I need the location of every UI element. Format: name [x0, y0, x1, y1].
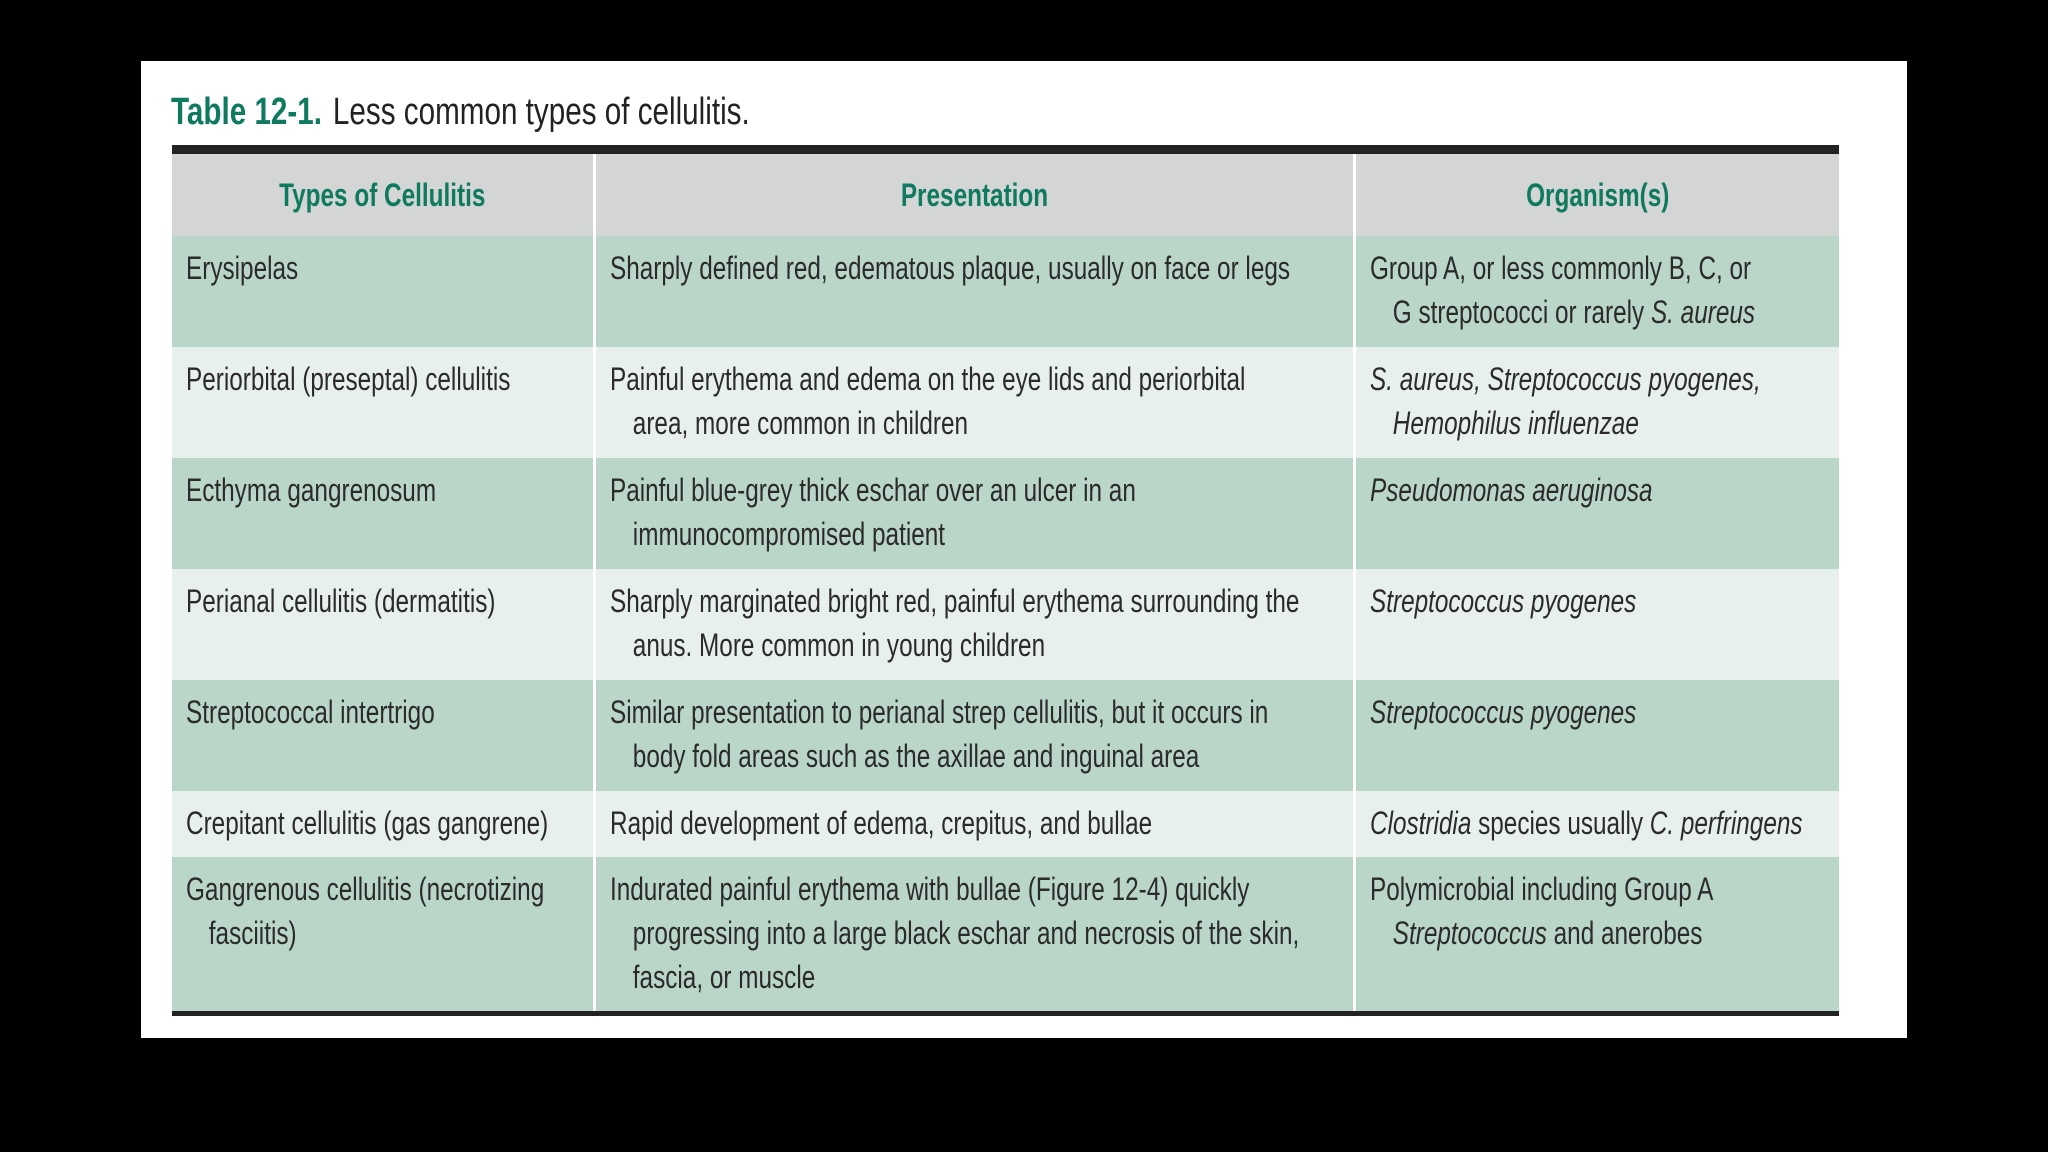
table-row [172, 347, 1839, 458]
table-row [172, 458, 1839, 569]
cellulitis-table [172, 145, 1839, 1016]
table-title: Less common types of cellulitis. [332, 91, 750, 133]
cell-presentation: Rapid development of edema, crepitus, and bullae [594, 791, 1354, 857]
table-row [172, 857, 1839, 1011]
cell-type: Erysipelas [172, 236, 594, 347]
cell-presentation: Painful erythema and edema on the eye lids and periorbital area, more common in children [594, 347, 1354, 458]
header-organisms: Organism(s) [1354, 154, 1839, 236]
cell-type: Streptococcal intertrigo [172, 680, 594, 791]
cell-type: Periorbital (preseptal) cellulitis [172, 347, 594, 458]
table-header-row [172, 154, 1839, 236]
cell-presentation: Similar presentation to perianal strep cellulitis, but it occurs in body fold areas such as the axillae and inguinal area [594, 680, 1354, 791]
cell-organism: Polymicrobial including Group A Streptococcus and anerobes [1354, 857, 1839, 1011]
cell-presentation: Sharply defined red, edematous plaque, usually on face or legs [594, 236, 1354, 347]
cell-organism: Streptococcus pyogenes [1354, 680, 1839, 791]
table-row [172, 236, 1839, 347]
cell-type: Perianal cellulitis (dermatitis) [172, 569, 594, 680]
header-types: Types of Cellulitis [172, 154, 594, 236]
table-caption [171, 77, 750, 147]
cell-presentation: Painful blue-grey thick eschar over an ulcer in an immunocompromised patient [594, 458, 1354, 569]
table-row [172, 791, 1839, 857]
slide-page [141, 61, 1907, 1038]
cell-type: Ecthyma gangrenosum [172, 458, 594, 569]
cell-presentation: Indurated painful erythema with bullae (Figure 12-4) quickly progressing into a large black eschar and necrosis of the skin, fascia, or muscle [594, 857, 1354, 1011]
cell-type: Crepitant cellulitis (gas gangrene) [172, 791, 594, 857]
header-presentation: Presentation [594, 154, 1354, 236]
cell-presentation: Sharply marginated bright red, painful erythema surrounding the anus. More common in young children [594, 569, 1354, 680]
cell-organism: Group A, or less commonly B, C, or G streptococci or rarely S. aureus [1354, 236, 1839, 347]
table-number: Table 12-1. [171, 91, 323, 133]
cell-organism: Pseudomonas aeruginosa [1354, 458, 1839, 569]
cell-organism: Streptococcus pyogenes [1354, 569, 1839, 680]
cell-organism: S. aureus, Streptococcus pyogenes, Hemophilus influenzae [1354, 347, 1839, 458]
cell-type: Gangrenous cellulitis (necrotizing fasciitis) [172, 857, 594, 1011]
table-row [172, 680, 1839, 791]
table-row [172, 569, 1839, 680]
cell-organism: Clostridia species usually C. perfringens [1354, 791, 1839, 857]
